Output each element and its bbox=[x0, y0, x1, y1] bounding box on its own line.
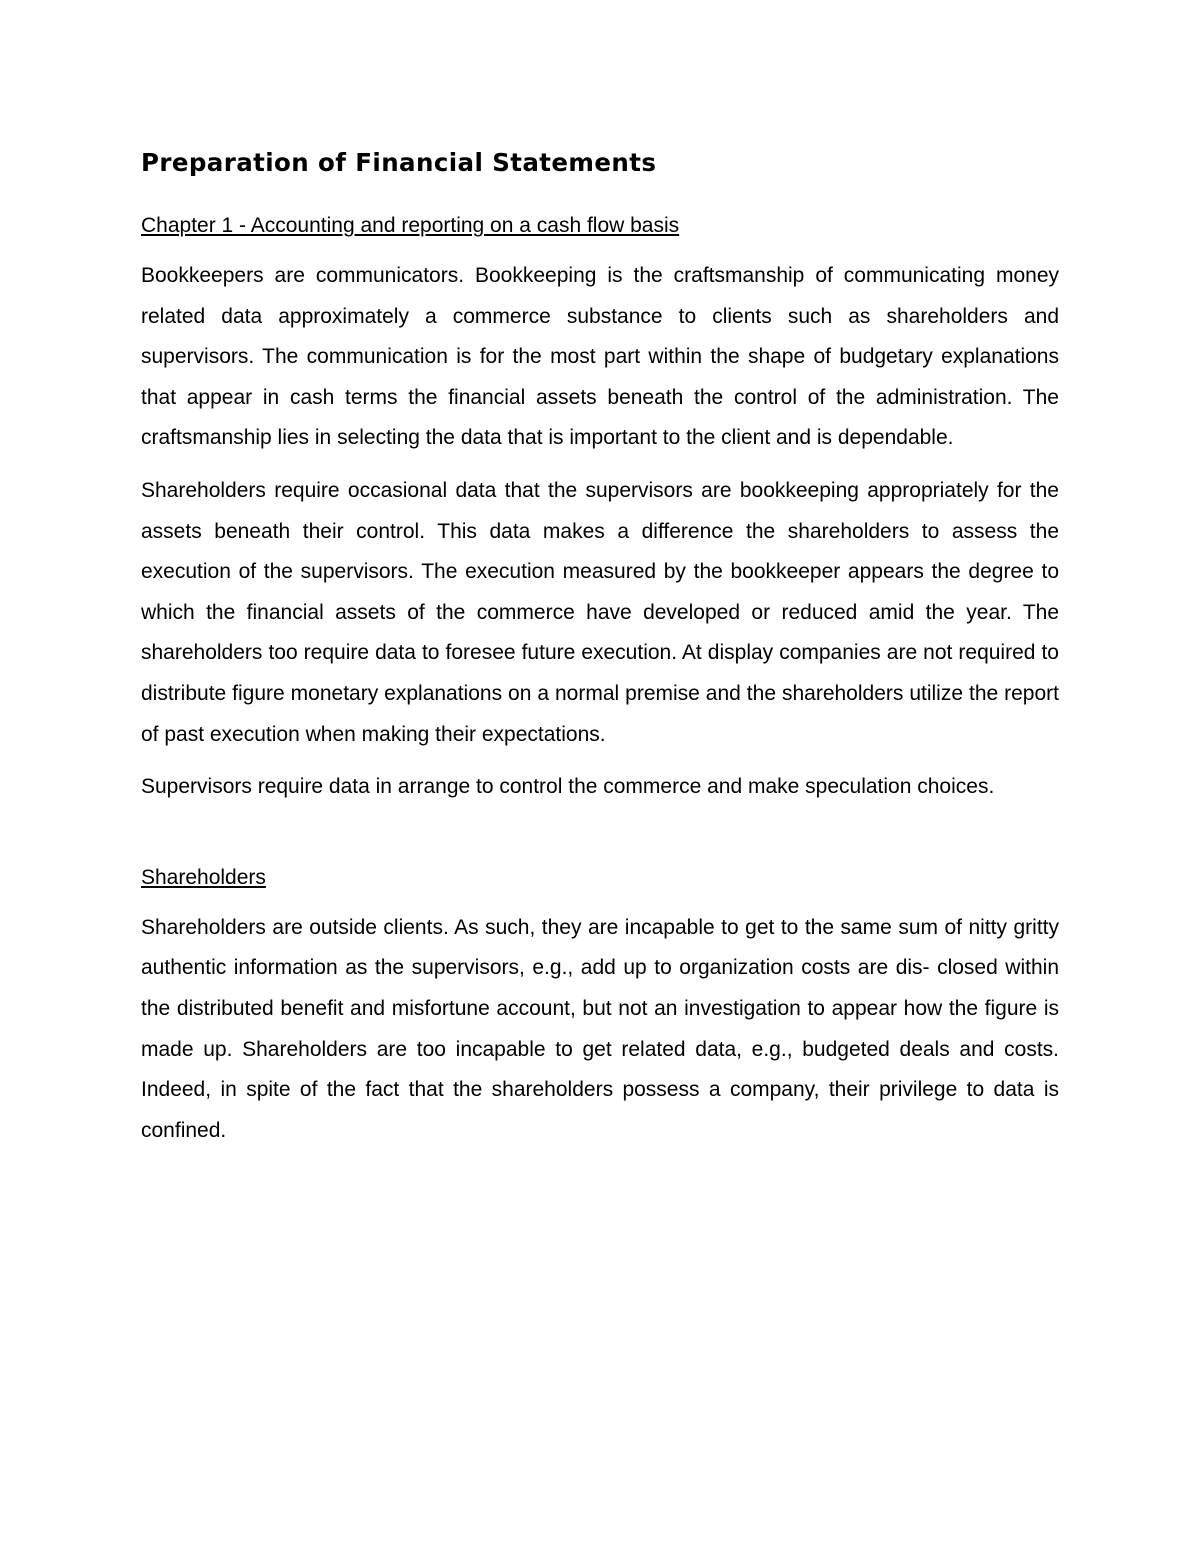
document-page bbox=[141, 140, 1059, 1151]
paragraph-supervisors: Supervisors require data in arrange to control the commerce and make speculation choices. bbox=[141, 775, 995, 799]
section-spacer bbox=[141, 808, 1059, 860]
document-title: Preparation of Financial Statements bbox=[141, 148, 657, 177]
chapter-heading: Chapter 1 - Accounting and reporting on a cash flow basis bbox=[141, 214, 680, 237]
paragraph-bookkeepers: Bookkeepers are communicators. Bookkeeping is the craftsmanship of communicating money related data approximately a commerce substance to clients such as shareholders and supervisors. The communication is for the most part within the shape of budgetary explanations that appear in cash terms the financial assets beneath the control of the administration. The craftsmanship lies in selecting the data that is important to the client and is dependable. bbox=[141, 264, 1059, 450]
paragraph-outside-clients: Shareholders are outside clients. As such, they are incapable to get to the same sum of nitty gritty authentic information as the supervisors, e.g., add up to organization costs are dis- closed within the distributed benefit and misfortune account, but not an investigation to appear how the figure is made up. Shareholders are too incapable to get related data, e.g., budgeted deals and costs. Indeed, in spite of the fact that the shareholders possess a company, their privilege to data is confined. bbox=[141, 915, 1059, 1142]
paragraph-shareholders-data: Shareholders require occasional data that the supervisors are bookkeeping appropriately for the assets beneath their control. This data makes a difference the shareholders to assess the execution of the supervisors. The execution measured by the bookkeeper appears the degree to which the financial assets of the commerce have developed or reduced amid the year. The shareholders too require data to foresee future execution. At display companies are not required to distribute figure monetary explanations on a normal premise and the shareholders utilize the report of past execution when making their expectations. bbox=[141, 478, 1059, 746]
shareholders-heading: Shareholders bbox=[141, 865, 266, 889]
